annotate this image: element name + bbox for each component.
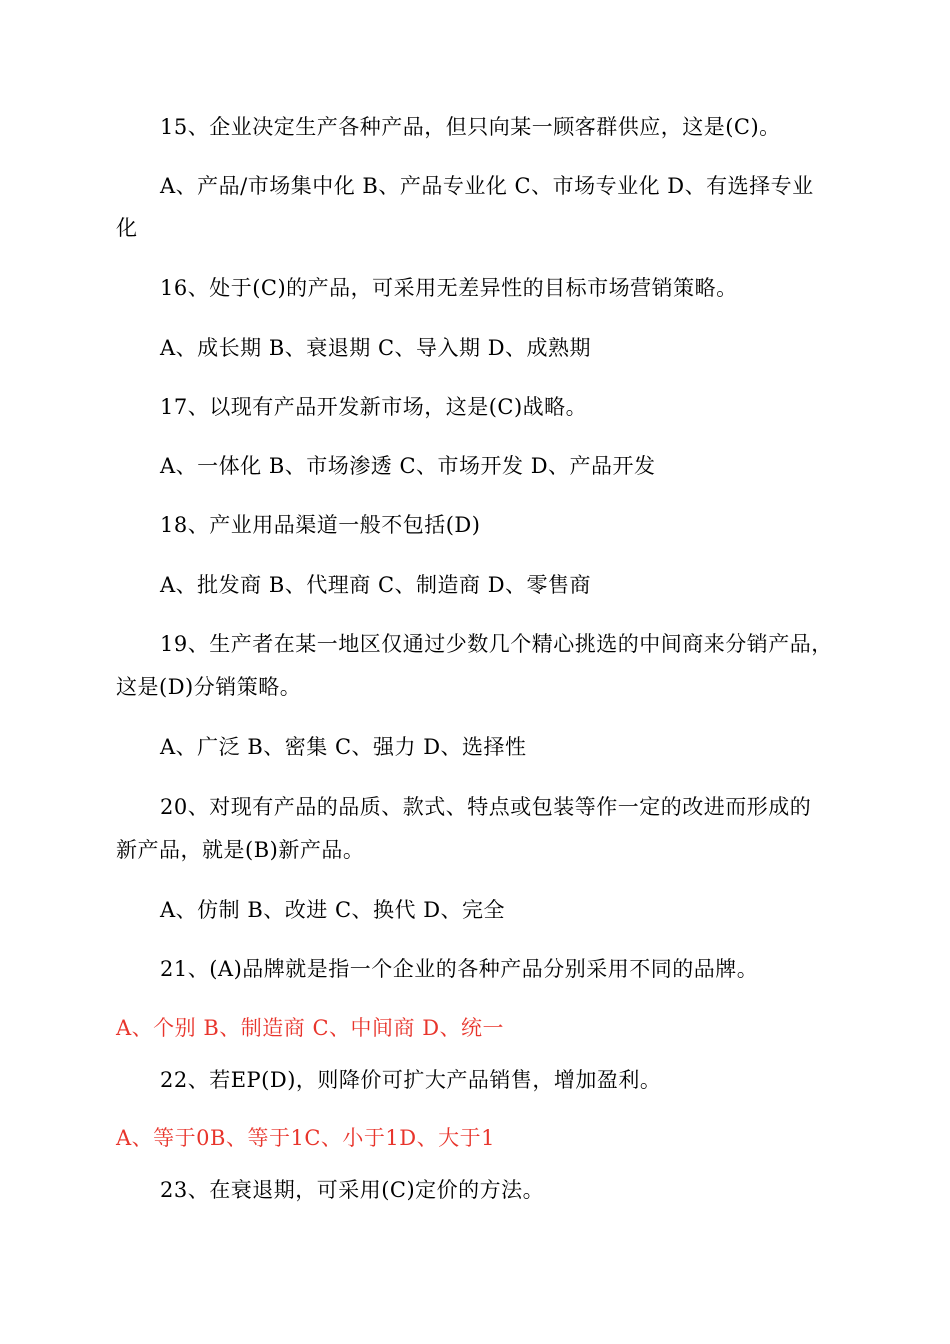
question-15-options-continued: 化 — [116, 216, 138, 240]
question-19-text-continued: 这是(D)分销策略。 — [116, 675, 302, 699]
question-22-options: A、等于0B、等于1C、小于1D、大于1 — [116, 1126, 495, 1150]
question-18-options: A、批发商 B、代理商 C、制造商 D、零售商 — [160, 573, 592, 597]
question-17-text: 17、以现有产品开发新市场，这是(C)战略。 — [160, 395, 588, 419]
question-16-options: A、成长期 B、衰退期 C、导入期 D、成熟期 — [160, 336, 592, 360]
question-21-options: A、个别 B、制造商 C、中间商 D、统一 — [116, 1016, 505, 1040]
question-15-options: A、产品/市场集中化 B、产品专业化 C、市场专业化 D、有选择专业 — [160, 174, 814, 198]
question-18-text: 18、产业用品渠道一般不包括(D) — [160, 513, 481, 537]
question-15-text: 15、企业决定生产各种产品，但只向某一顾客群供应，这是(C)。 — [160, 115, 781, 139]
question-23-text: 23、在衰退期，可采用(C)定价的方法。 — [160, 1178, 545, 1202]
question-16-text: 16、处于(C)的产品，可采用无差异性的目标市场营销策略。 — [160, 276, 738, 300]
question-17-options: A、一体化 B、市场渗透 C、市场开发 D、产品开发 — [160, 454, 656, 478]
question-21-text: 21、(A)品牌就是指一个企业的各种产品分别采用不同的品牌。 — [160, 957, 759, 981]
question-20-text-continued: 新产品，就是(B)新产品。 — [116, 838, 365, 862]
question-19-text: 19、生产者在某一地区仅通过少数几个精心挑选的中间商来分销产品， — [160, 632, 833, 656]
question-19-options: A、广泛 B、密集 C、强力 D、选择性 — [160, 735, 527, 759]
question-20-options: A、仿制 B、改进 C、换代 D、完全 — [160, 898, 506, 922]
question-22-text: 22、若EP(D)，则降价可扩大产品销售，增加盈利。 — [160, 1068, 662, 1092]
question-20-text: 20、对现有产品的品质、款式、特点或包装等作一定的改进而形成的 — [160, 795, 812, 819]
